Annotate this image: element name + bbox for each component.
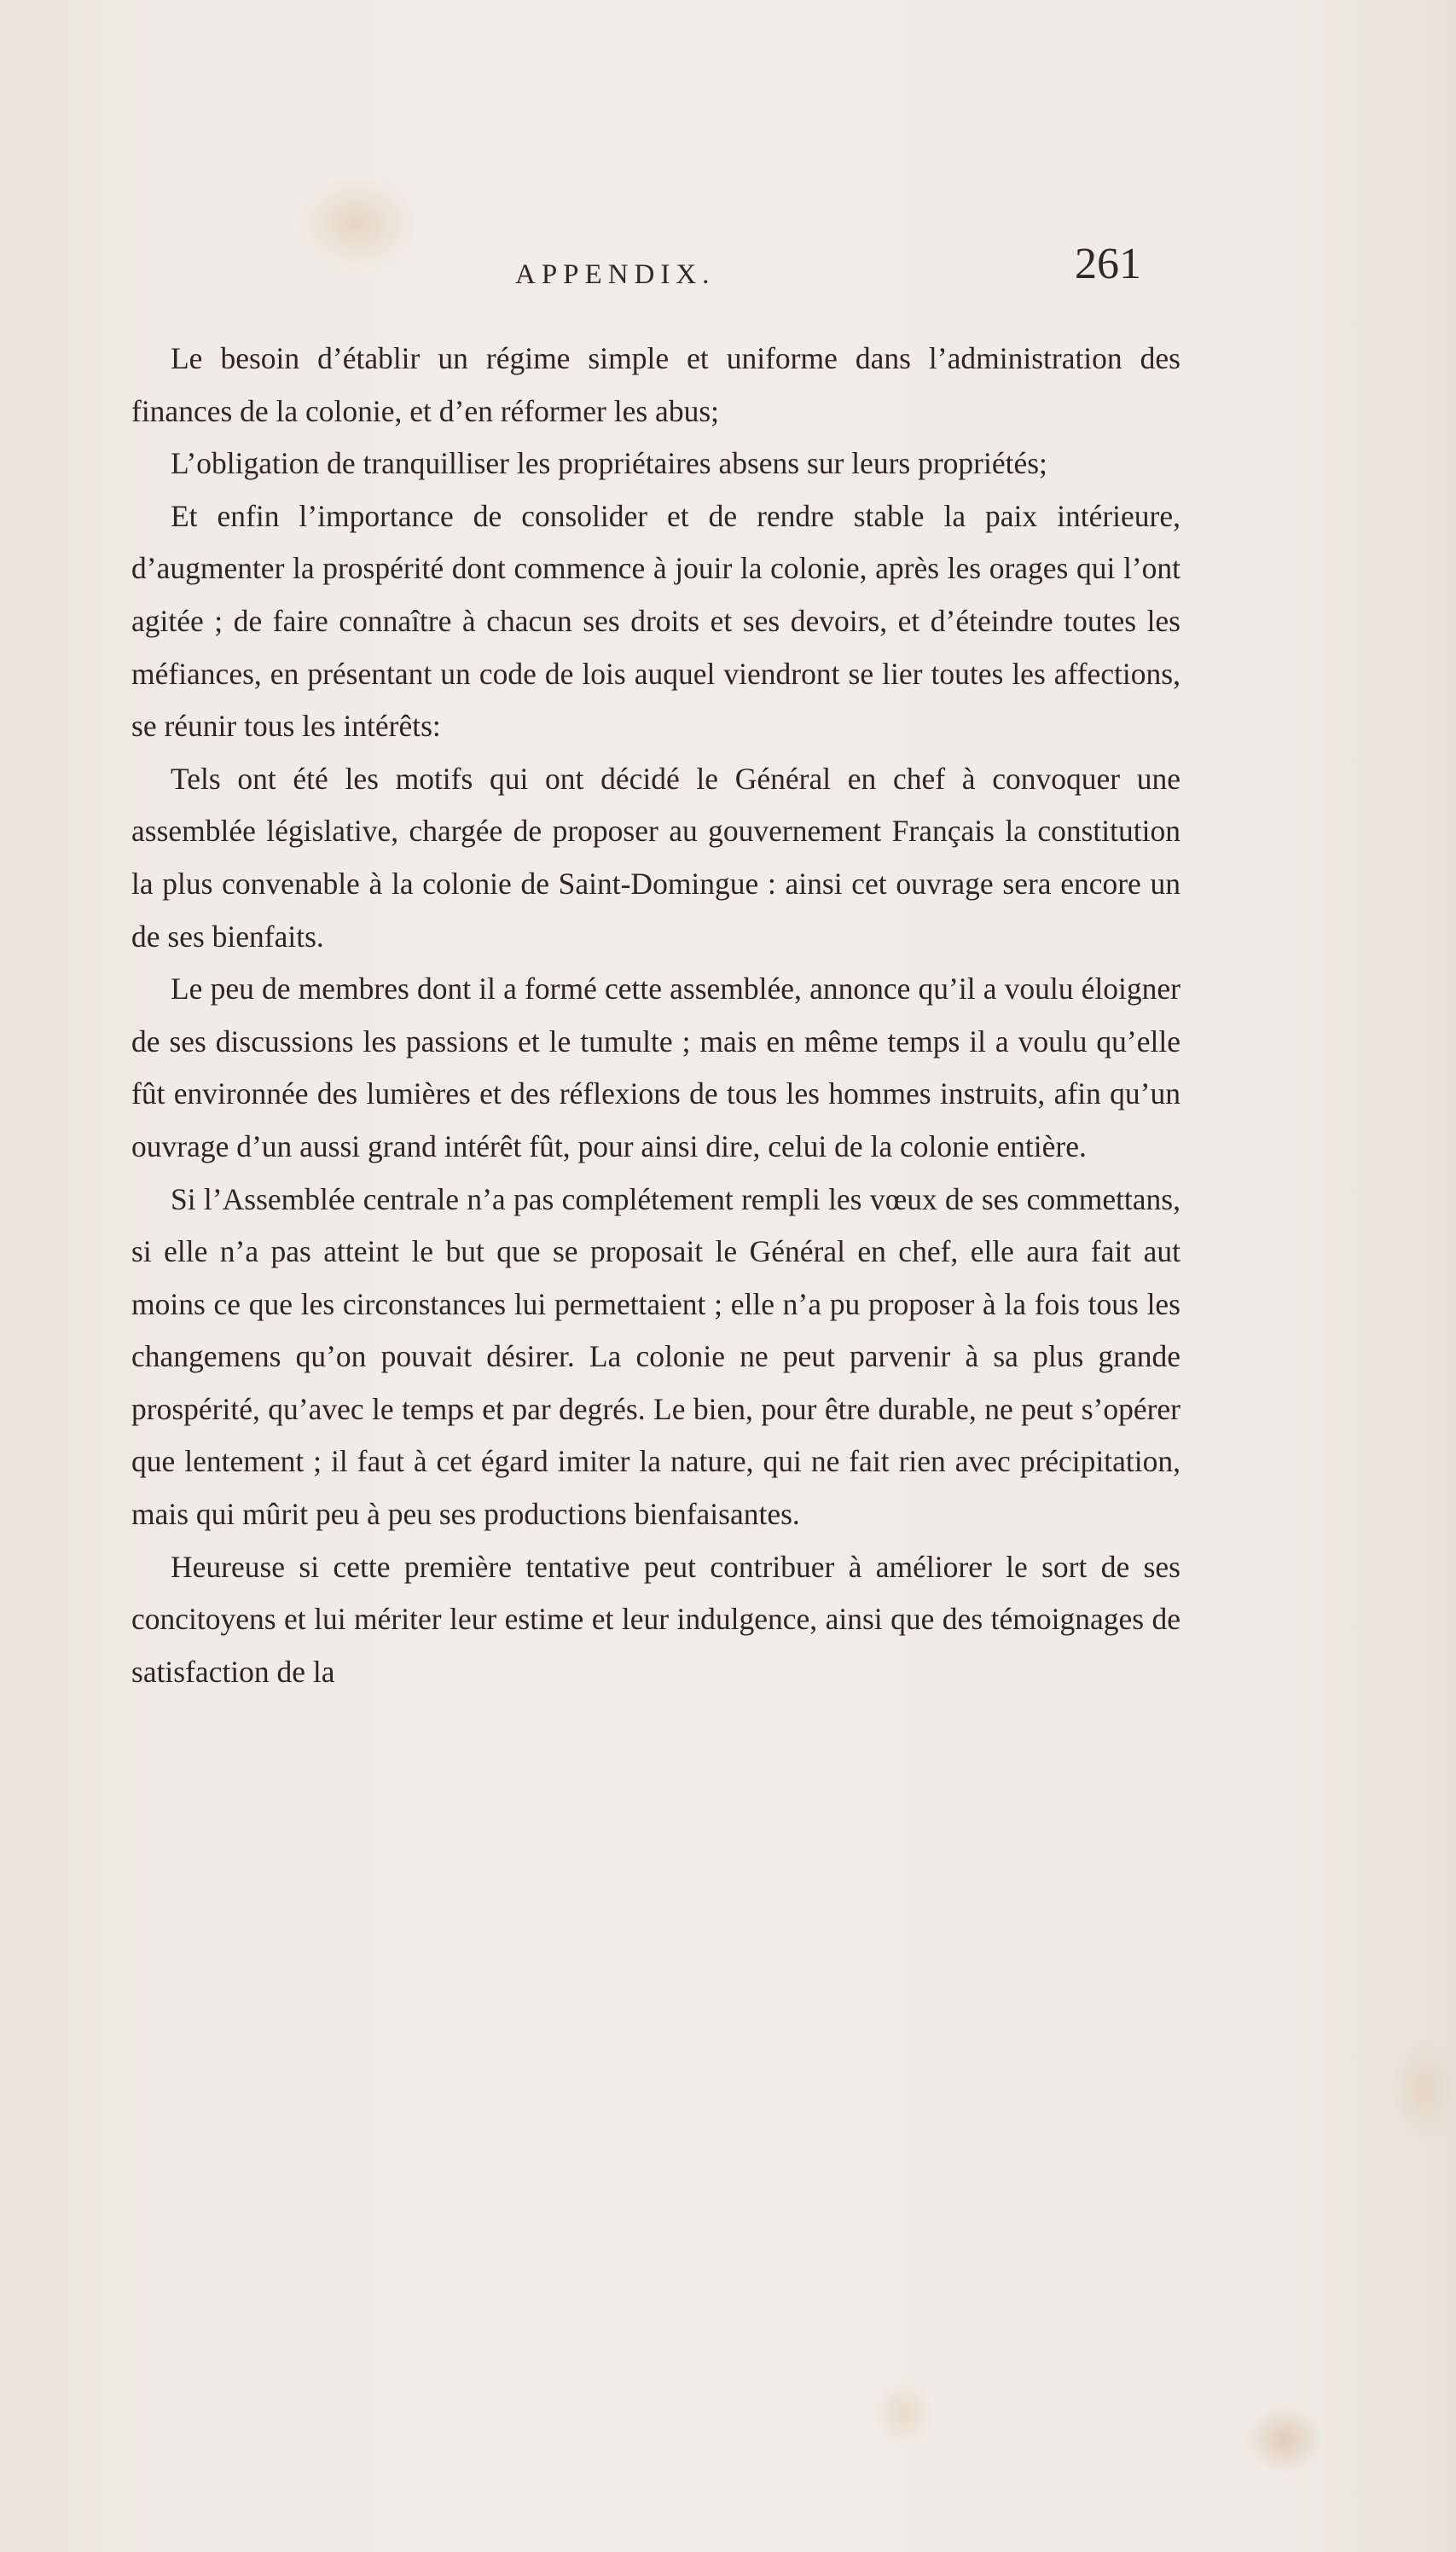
paragraph-6: Si l’Assemblée centrale n’a pas complétement rempli les vœux de ses commettans, si elle n’a pas atteint le but que se proposait le Général en chef, elle aura fait aut moins ce que les circonstances lui permettaient ; elle n’a pu proposer à la fois tous les changemens qu’on pouvait désirer. La colonie ne peut parvenir à sa plus grande prospérité, qu’avec le temps et par degrés. Le bien, pour être durable, ne peut s’opérer que lentement ; il faut à cet égard imiter la nature, qui ne fait rien avec précipitation, mais qui mûrit peu à peu ses productions bienfaisantes. — [131, 1181, 1180, 1532]
page-header — [0, 239, 1456, 299]
page-number: 261 — [1075, 240, 1141, 288]
paragraph-5: Le peu de membres dont il a formé cette assemblée, annonce qu’il a voulu éloigner de ses discussions les passions et le tumulte ; mais en même temps il a voulu qu’elle fût environnée des lumières et des réflexions de tous les hommes instruits, afin qu’un ouvrage d’un aussi grand intérêt fût, pour ainsi dire, celui de la colonie entière. — [131, 972, 1180, 1163]
paragraph-4: Tels ont été les motifs qui ont décidé le Général en chef à convoquer une assemblée législative, chargée de proposer au gouvernement Français la constitution la plus convenable à la colonie de Saint-Domingue : ainsi cet ouvrage sera encore un de ses bienfaits. — [131, 761, 1180, 954]
running-head: APPENDIX. — [515, 259, 716, 290]
paragraph-1: Le besoin d’établir un régime simple et uniforme dans l’administration des finances de la colonie, et d’en réformer les abus; — [131, 341, 1180, 428]
paragraph-2: L’obligation de tranquilliser les propriétaires absens sur leurs propriétés; — [171, 446, 1047, 481]
paragraph-3: Et enfin l’importance de consolider et de rendre stable la paix intérieure, d’augmenter la prospérité dont commence à jouir la colonie, après les orages qui l’ont agitée ; de faire connaître à chacun ses droits et ses devoirs, et d’éteindre toutes les méfiances, en présentant un code de lois auquel viendront se lier toutes les affections, se réunir tous les intérêts: — [131, 498, 1180, 744]
paragraph-7: Heureuse si cette première tentative peut contribuer à améliorer le sort de ses concitoyens et lui mériter leur estime et leur indulgence, ainsi que des témoignages de satisfaction de la — [131, 1549, 1180, 1689]
body-text — [131, 333, 1180, 1698]
